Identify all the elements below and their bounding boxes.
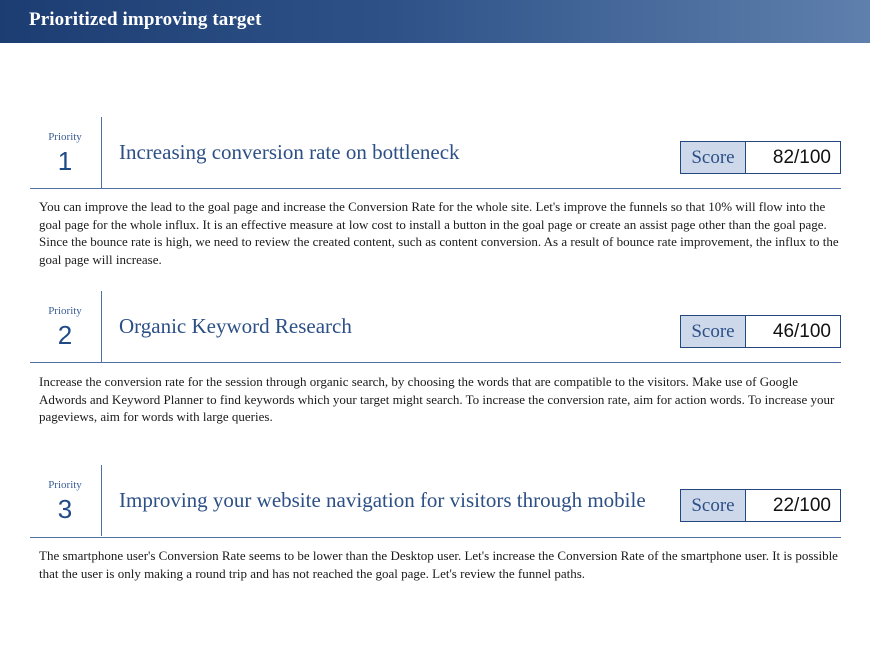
score-value: 46/100 xyxy=(746,316,840,347)
item-description: The smartphone user's Conversion Rate seems to be lower than the Desktop user. Let's increase the Conversion Rate of the smartphone user. It is possible that the user is only making a round trip and has not reached the goal page. Let's review the funnel paths. xyxy=(39,548,838,581)
score-box xyxy=(680,315,841,348)
priority-number: 3 xyxy=(57,494,73,524)
priority-number: 2 xyxy=(57,320,73,350)
score-value: 22/100 xyxy=(746,490,840,521)
score-label: Score xyxy=(681,490,746,521)
page-title: Prioritized improving target xyxy=(29,9,262,30)
item-separator xyxy=(30,537,841,538)
item-separator xyxy=(30,188,841,189)
score-box xyxy=(680,141,841,174)
score-label: Score xyxy=(681,316,746,347)
item-title: Improving your website navigation for visitors through mobile xyxy=(119,488,646,512)
priority-divider xyxy=(101,465,102,536)
score-value: 82/100 xyxy=(746,142,840,173)
item-title: Organic Keyword Research xyxy=(119,314,352,338)
priority-label: Priority xyxy=(48,479,82,491)
priority-divider xyxy=(101,291,102,362)
item-description: Increase the conversion rate for the session through organic search, by choosing the words that are compatible to the visitors. Make use of Google Adwords and Keyword Planner to find keywords which your target might search. To increase the conversion rate, aim for action words. To increase your pageviews, aim for words with large queries. xyxy=(39,374,835,425)
priority-divider xyxy=(101,117,102,188)
item-title: Increasing conversion rate on bottleneck xyxy=(119,140,460,164)
score-label: Score xyxy=(681,142,746,173)
item-description: You can improve the lead to the goal page and increase the Conversion Rate for the whole site. Let's improve the funnels so that 10% will flow into the goal page for the whole influx. It is an effective measure at low cost to install a button in the goal page or create an assist page other than the goal page. Since the bounce rate is high, we need to review the created content, such as content conversion. As a result of bounce rate improvement, the influx to the goal page will increase. xyxy=(39,199,839,267)
priority-label: Priority xyxy=(48,305,82,317)
priority-number: 1 xyxy=(57,146,73,176)
score-box xyxy=(680,489,841,522)
page-header xyxy=(0,0,870,43)
item-separator xyxy=(30,362,841,363)
priority-label: Priority xyxy=(48,131,82,143)
